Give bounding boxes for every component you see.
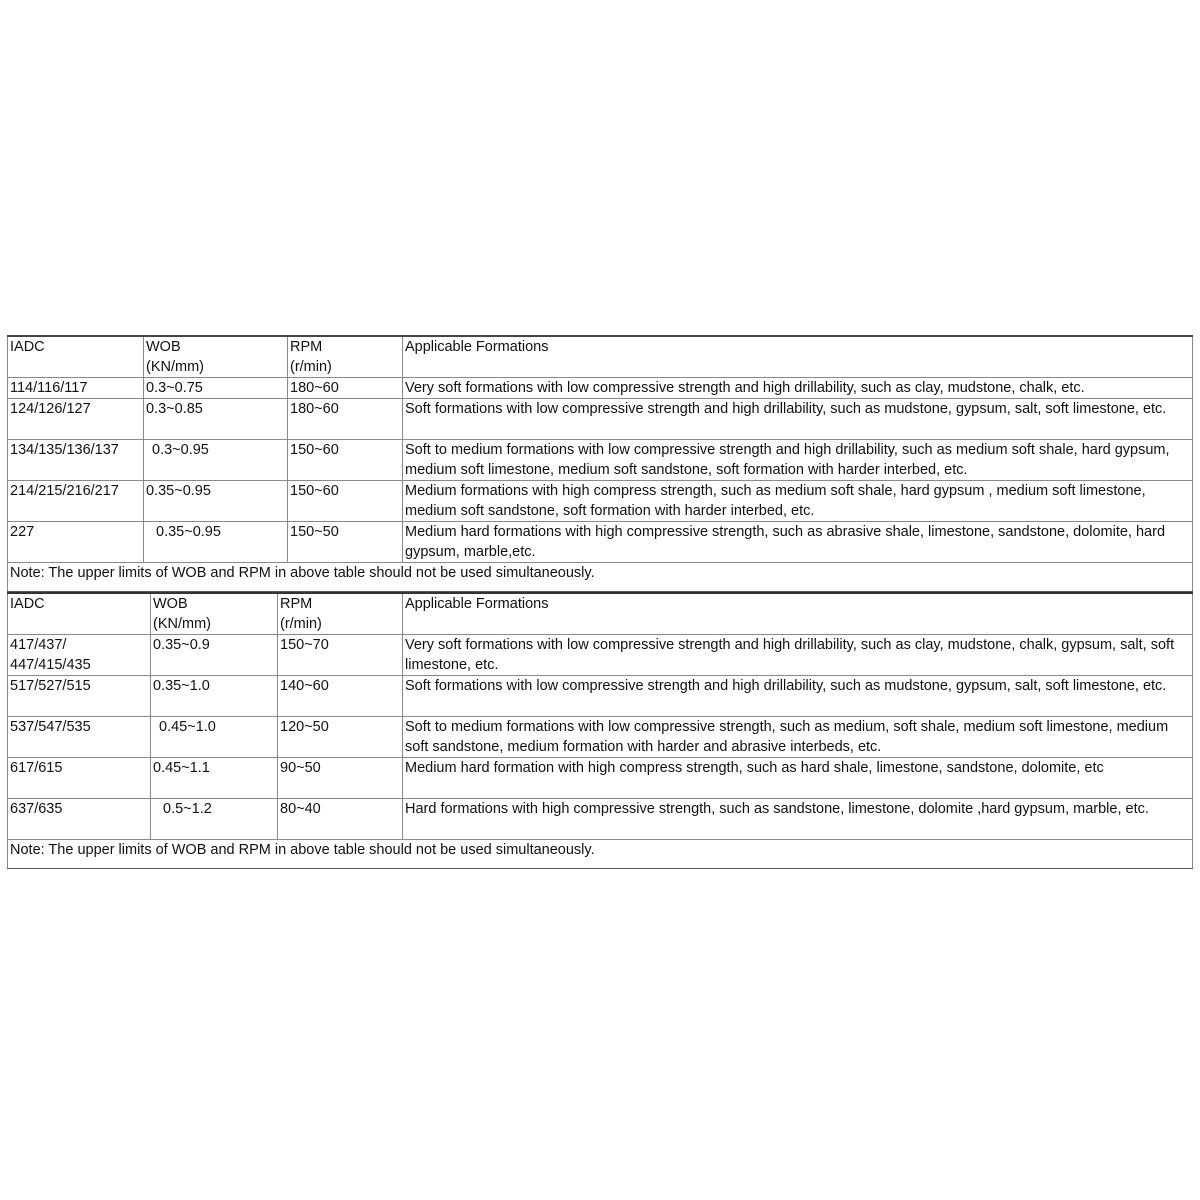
table-row (8, 676, 1193, 717)
table-note: Note: The upper limits of WOB and RPM in above table should not be used simultaneously. (8, 840, 1193, 869)
cell-formations: Soft formations with low compressive strength and high drillability, such as mudstone, gypsum, salt, soft limestone, etc. (403, 676, 1193, 717)
cell-formations: Very soft formations with low compressive strength and high drillability, such as clay, mudstone, chalk, etc. (403, 378, 1193, 399)
header-rpm: RPM (r/min) (288, 336, 403, 378)
cell-iadc: 617/615 (8, 758, 151, 799)
header-wob: WOB (KN/mm) (151, 593, 278, 635)
cell-wob: 0.45~1.0 (151, 717, 278, 758)
table-row (8, 758, 1193, 799)
cell-wob: 0.45~1.1 (151, 758, 278, 799)
bit-selection-sheet (7, 335, 1193, 869)
cell-rpm: 180~60 (288, 378, 403, 399)
cell-formations: Medium hard formation with high compress strength, such as hard shale, limestone, sandstone, dolomite, etc (403, 758, 1193, 799)
cell-rpm: 80~40 (278, 799, 403, 840)
header-iadc: IADC (8, 336, 144, 378)
table-insert-bits (7, 592, 1193, 869)
table-row (8, 481, 1193, 522)
table-note-row (8, 840, 1193, 869)
cell-wob: 0.35~0.95 (144, 522, 288, 563)
cell-wob: 0.35~1.0 (151, 676, 278, 717)
header-formations: Applicable Formations (403, 593, 1193, 635)
cell-formations: Soft formations with low compressive strength and high drillability, such as mudstone, gypsum, salt, soft limestone, etc. (403, 399, 1193, 440)
cell-iadc: 214/215/216/217 (8, 481, 144, 522)
cell-rpm: 180~60 (288, 399, 403, 440)
cell-wob: 0.3~0.85 (144, 399, 288, 440)
table-header-row (8, 336, 1193, 378)
header-iadc: IADC (8, 593, 151, 635)
table-mill-tooth-bits (7, 335, 1193, 592)
cell-iadc: 114/116/117 (8, 378, 144, 399)
cell-formations: Hard formations with high compressive strength, such as sandstone, limestone, dolomite ,hard gypsum, marble, etc. (403, 799, 1193, 840)
cell-iadc: 517/527/515 (8, 676, 151, 717)
cell-rpm: 150~60 (288, 481, 403, 522)
cell-formations: Medium formations with high compress strength, such as medium soft shale, hard gypsum , medium soft limestone, medium soft sandstone, soft formation with harder interbed, etc. (403, 481, 1193, 522)
cell-wob: 0.3~0.75 (144, 378, 288, 399)
cell-wob: 0.35~0.9 (151, 635, 278, 676)
cell-formations: Medium hard formations with high compressive strength, such as abrasive shale, limestone, sandstone, dolomite, hard gypsum, marble,etc. (403, 522, 1193, 563)
cell-rpm: 120~50 (278, 717, 403, 758)
cell-wob: 0.3~0.95 (144, 440, 288, 481)
table-row (8, 378, 1193, 399)
cell-iadc: 134/135/136/137 (8, 440, 144, 481)
table-header-row (8, 593, 1193, 635)
cell-formations: Soft to medium formations with low compressive strength and high drillability, such as medium soft shale, hard gypsum, medium soft limestone, medium soft sandstone, soft formation with harder interbed, etc. (403, 440, 1193, 481)
header-wob: WOB (KN/mm) (144, 336, 288, 378)
table-row (8, 799, 1193, 840)
table-row (8, 522, 1193, 563)
cell-formations: Very soft formations with low compressive strength and high drillability, such as clay, mudstone, chalk, gypsum, salt, soft limestone, etc. (403, 635, 1193, 676)
cell-rpm: 150~60 (288, 440, 403, 481)
table-row (8, 399, 1193, 440)
cell-rpm: 150~50 (288, 522, 403, 563)
cell-iadc: 537/547/535 (8, 717, 151, 758)
cell-wob: 0.35~0.95 (144, 481, 288, 522)
cell-formations: Soft to medium formations with low compressive strength, such as medium, soft shale, medium soft limestone, medium soft sandstone, medium formation with harder and abrasive interbeds, etc. (403, 717, 1193, 758)
cell-iadc: 227 (8, 522, 144, 563)
cell-rpm: 90~50 (278, 758, 403, 799)
table-note-row (8, 563, 1193, 592)
cell-iadc: 637/635 (8, 799, 151, 840)
cell-wob: 0.5~1.2 (151, 799, 278, 840)
cell-iadc: 417/437/ 447/415/435 (8, 635, 151, 676)
header-rpm: RPM (r/min) (278, 593, 403, 635)
table-note: Note: The upper limits of WOB and RPM in above table should not be used simultaneously. (8, 563, 1193, 592)
cell-rpm: 150~70 (278, 635, 403, 676)
cell-rpm: 140~60 (278, 676, 403, 717)
cell-iadc: 124/126/127 (8, 399, 144, 440)
table-row (8, 440, 1193, 481)
header-formations: Applicable Formations (403, 336, 1193, 378)
table-row (8, 635, 1193, 676)
table-row (8, 717, 1193, 758)
